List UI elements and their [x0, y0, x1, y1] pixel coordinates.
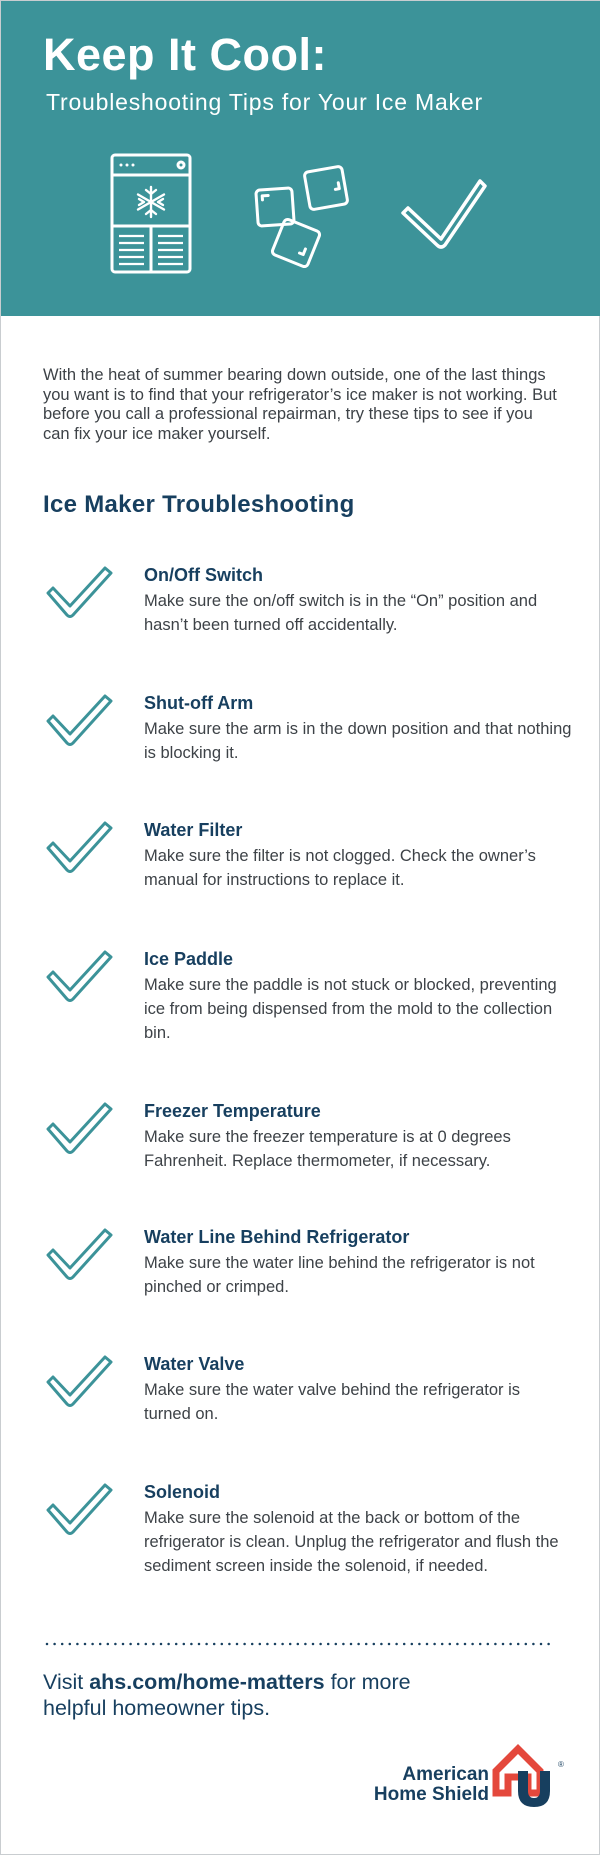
- brand-line-2: Home Shield: [373, 1784, 489, 1805]
- tip-text: Make sure the water valve behind the refrigerator is turned on.: [144, 1381, 521, 1423]
- checkmark-icon: [45, 820, 115, 875]
- tip-title: Water Valve: [144, 1354, 245, 1374]
- brand-wordmark: [356, 1765, 489, 1805]
- footer-suffix: for more helpful homeowner tips.: [43, 1670, 411, 1720]
- checkmark-icon: [403, 181, 485, 247]
- checkmark-icon: [45, 1482, 115, 1537]
- footer-prefix: Visit: [43, 1670, 90, 1694]
- tip-text: Make sure the paddle is not stuck or blocked, preventing ice from being dispensed from the mold to the collection bin.: [144, 976, 557, 1042]
- ice-maker-icon: [112, 155, 190, 272]
- tip-title: Freezer Temperature: [144, 1101, 321, 1121]
- tip-text: Make sure the filter is not clogged. Check the owner’s manual for instructions to replace it.: [144, 847, 536, 889]
- checkmark-icon: [45, 949, 115, 1004]
- tip-text: Make sure the arm is in the down position and that nothing is blocking it.: [144, 720, 572, 762]
- tip-title: Water Filter: [144, 820, 243, 840]
- tip-title: Shut-off Arm: [144, 693, 254, 713]
- header-banner: [1, 1, 600, 316]
- american-home-shield-logo: [356, 1741, 571, 1811]
- tip-text: Make sure the water line behind the refrigerator is not pinched or crimped.: [144, 1254, 535, 1296]
- checkmark-icon: [45, 1354, 115, 1409]
- registered-mark: ®: [558, 1760, 564, 1769]
- section-title: Ice Maker Troubleshooting: [43, 491, 355, 518]
- tip-title: Ice Paddle: [144, 949, 234, 969]
- house-shield-icon: [492, 1741, 572, 1811]
- checkmark-icon: [45, 1227, 115, 1282]
- checkmark-icon: [45, 693, 115, 748]
- tip-text: Make sure the freezer temperature is at 0 degrees Fahrenheit. Replace thermometer, if necessary.: [144, 1128, 511, 1170]
- tip-title: Solenoid: [144, 1482, 220, 1502]
- page-subtitle: Troubleshooting Tips for Your Ice Maker: [46, 89, 483, 115]
- tip-text: Make sure the solenoid at the back or bottom of the refrigerator is clean. Unplug the refrigerator and flush the sediment screen inside the solenoid, if needed.: [144, 1509, 559, 1575]
- page-title: Keep It Cool:: [43, 29, 327, 80]
- tip-title: On/Off Switch: [144, 565, 263, 585]
- checkmark-icon: [45, 1101, 115, 1156]
- ice-cubes-icon: [256, 166, 348, 268]
- tip-title: Water Line Behind Refrigerator: [144, 1227, 410, 1247]
- hero-illustration: [1, 141, 600, 291]
- checkmark-icon: [45, 565, 115, 620]
- footer-cta: [43, 1669, 463, 1721]
- footer-link[interactable]: ahs.com/home-matters: [89, 1670, 325, 1694]
- brand-line-1: American: [402, 1764, 489, 1785]
- intro-paragraph: With the heat of summer bearing down outside, one of the last things you want is to find that your refrigerator’s ice maker is not working. But before you call a professional repairman, try these tips to see if you can fix your ice maker yourself.: [43, 366, 557, 443]
- tip-text: Make sure the on/off switch is in the “On” position and hasn’t been turned off accidentally.: [144, 592, 538, 634]
- dotted-divider: [45, 1642, 557, 1646]
